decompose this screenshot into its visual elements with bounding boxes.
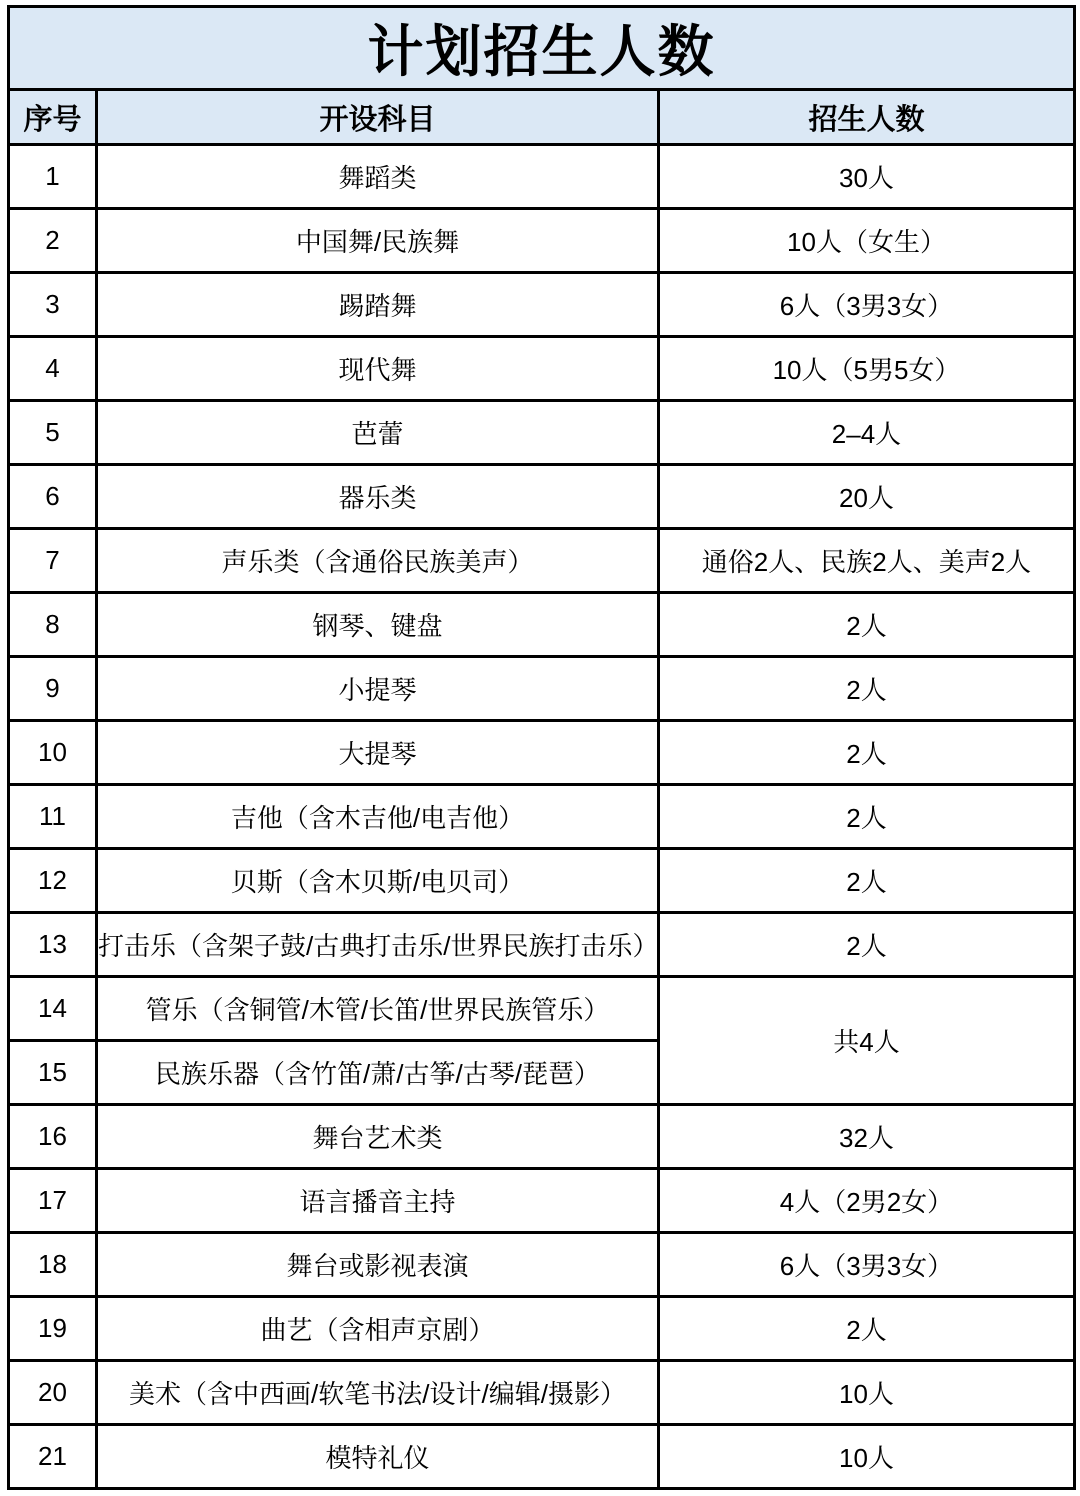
count-cell: 10人（5男5女） [659, 337, 1075, 401]
subject-cell: 模特礼仪 [97, 1425, 659, 1489]
table-row [9, 209, 1075, 273]
count-cell: 通俗2人、民族2人、美声2人 [659, 529, 1075, 593]
count-cell: 2人 [659, 1297, 1075, 1361]
column-header-no: 序号 [9, 90, 97, 145]
count-cell: 2人 [659, 785, 1075, 849]
count-cell: 2人 [659, 593, 1075, 657]
column-header-subject: 开设科目 [97, 90, 659, 145]
row-number-cell: 11 [9, 785, 97, 849]
subject-cell: 打击乐（含架子鼓/古典打击乐/世界民族打击乐） [97, 913, 659, 977]
row-number-cell: 10 [9, 721, 97, 785]
title-row [9, 7, 1075, 90]
subject-cell: 舞台或影视表演 [97, 1233, 659, 1297]
subject-cell: 芭蕾 [97, 401, 659, 465]
row-number-cell: 18 [9, 1233, 97, 1297]
subject-cell: 舞台艺术类 [97, 1105, 659, 1169]
row-number-cell: 20 [9, 1361, 97, 1425]
count-cell: 10人（女生） [659, 209, 1075, 273]
subject-cell: 美术（含中西画/软笔书法/设计/编辑/摄影） [97, 1361, 659, 1425]
subject-cell: 贝斯（含木贝斯/电贝司） [97, 849, 659, 913]
count-cell: 2人 [659, 657, 1075, 721]
subject-cell: 语言播音主持 [97, 1169, 659, 1233]
row-number-cell: 1 [9, 145, 97, 209]
table-row [9, 721, 1075, 785]
row-number-cell: 12 [9, 849, 97, 913]
table-row [9, 1233, 1075, 1297]
subject-cell: 大提琴 [97, 721, 659, 785]
enrollment-table [7, 5, 1076, 1490]
table-row [9, 529, 1075, 593]
count-cell: 20人 [659, 465, 1075, 529]
count-cell: 32人 [659, 1105, 1075, 1169]
table-row [9, 849, 1075, 913]
table-row [9, 913, 1075, 977]
table-row [9, 657, 1075, 721]
subject-cell: 民族乐器（含竹笛/萧/古筝/古琴/琵琶） [97, 1041, 659, 1105]
table-row [9, 1105, 1075, 1169]
table-row [9, 1169, 1075, 1233]
row-number-cell: 14 [9, 977, 97, 1041]
subject-cell: 吉他（含木吉他/电吉他） [97, 785, 659, 849]
table-row [9, 145, 1075, 209]
table-row [9, 1297, 1075, 1361]
page-title: 计划招生人数 [9, 7, 1075, 90]
subject-cell: 曲艺（含相声京剧） [97, 1297, 659, 1361]
count-cell: 2人 [659, 913, 1075, 977]
row-number-cell: 21 [9, 1425, 97, 1489]
count-cell: 共4人 [659, 977, 1075, 1105]
row-number-cell: 3 [9, 273, 97, 337]
row-number-cell: 16 [9, 1105, 97, 1169]
table-row [9, 593, 1075, 657]
subject-cell: 现代舞 [97, 337, 659, 401]
subject-cell: 踢踏舞 [97, 273, 659, 337]
subject-cell: 中国舞/民族舞 [97, 209, 659, 273]
subject-cell: 管乐（含铜管/木管/长笛/世界民族管乐） [97, 977, 659, 1041]
table-row [9, 337, 1075, 401]
row-number-cell: 13 [9, 913, 97, 977]
table-row [9, 977, 1075, 1041]
table-row [9, 465, 1075, 529]
subject-cell: 小提琴 [97, 657, 659, 721]
count-cell: 6人（3男3女） [659, 1233, 1075, 1297]
table-row [9, 401, 1075, 465]
count-cell: 10人 [659, 1425, 1075, 1489]
table-row [9, 1425, 1075, 1489]
row-number-cell: 19 [9, 1297, 97, 1361]
row-number-cell: 15 [9, 1041, 97, 1105]
count-cell: 2–4人 [659, 401, 1075, 465]
subject-cell: 钢琴、键盘 [97, 593, 659, 657]
subject-cell: 声乐类（含通俗民族美声） [97, 529, 659, 593]
subject-cell: 舞蹈类 [97, 145, 659, 209]
row-number-cell: 4 [9, 337, 97, 401]
count-cell: 4人（2男2女） [659, 1169, 1075, 1233]
table-row [9, 1361, 1075, 1425]
table-row [9, 273, 1075, 337]
count-cell: 30人 [659, 145, 1075, 209]
row-number-cell: 8 [9, 593, 97, 657]
column-header-row [9, 90, 1075, 145]
row-number-cell: 5 [9, 401, 97, 465]
subject-cell: 器乐类 [97, 465, 659, 529]
row-number-cell: 7 [9, 529, 97, 593]
row-number-cell: 17 [9, 1169, 97, 1233]
row-number-cell: 9 [9, 657, 97, 721]
column-header-count: 招生人数 [659, 90, 1075, 145]
count-cell: 2人 [659, 849, 1075, 913]
count-cell: 6人（3男3女） [659, 273, 1075, 337]
table-row [9, 785, 1075, 849]
count-cell: 2人 [659, 721, 1075, 785]
row-number-cell: 2 [9, 209, 97, 273]
row-number-cell: 6 [9, 465, 97, 529]
count-cell: 10人 [659, 1361, 1075, 1425]
